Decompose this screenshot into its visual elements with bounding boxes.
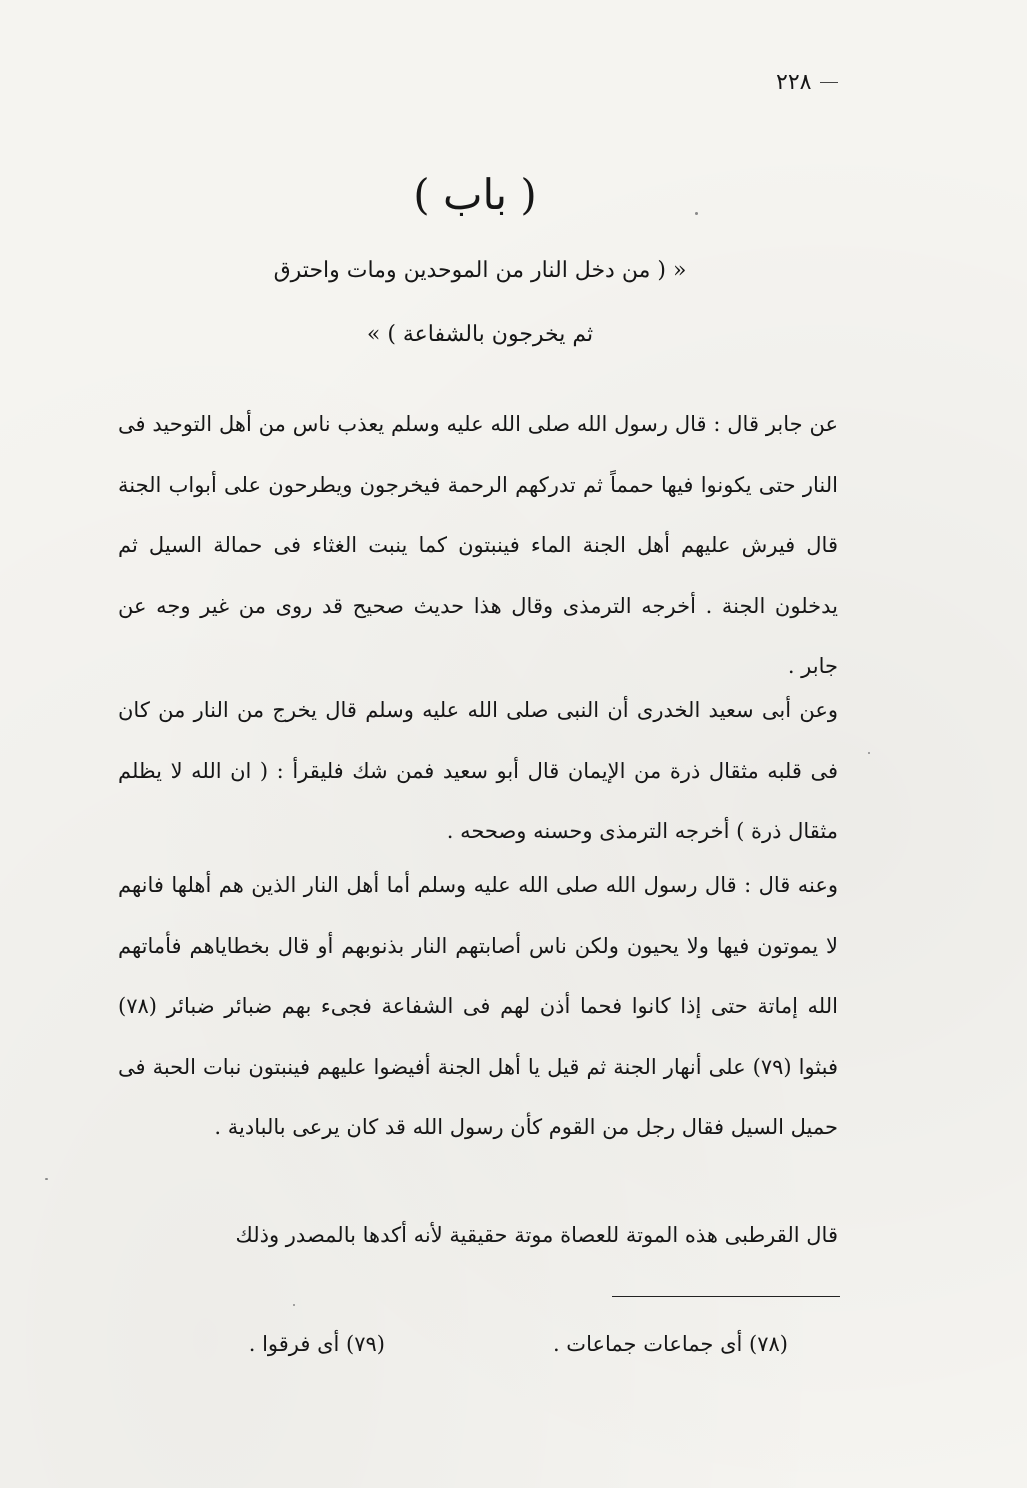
subtitle-line-2: ثم يخرجون بالشفاعة ) »: [366, 322, 594, 347]
paragraph-4: قال القرطبى هذه الموتة للعصاة موتة حقيقية لأنه أكدها بالمصدر وذلك: [235, 1223, 838, 1247]
page-number-dash: [820, 82, 838, 83]
scan-speck: [695, 212, 698, 215]
scan-speck: [45, 1178, 48, 1180]
footnote-79: (٧٩) أى فرقوا .: [248, 1332, 385, 1356]
scan-speck: [868, 752, 870, 754]
subtitle-line-1: « ( من دخل النار من الموحدين ومات واحترق: [273, 258, 687, 283]
footnote-separator: [612, 1296, 840, 1297]
scan-speck: [293, 1304, 295, 1306]
paragraph-3: وعنه قال : قال رسول الله صلى الله عليه وسلم أما أهل النار الذين هم أهلها فانهم لا يموتون فيها ولا يحيون ولكن ناس أصابتهم النار بذنوبهم أو قال بخطاياهم فأماتهم الله إماتة حتى إذا كانوا فحما أذن لهم فى الشفاعة فجىء بهم ضبائر ضبائر (٧٨) فبثوا (٧٩) على أنهار الجنة ثم قيل يا أهل الجنة أفيضوا عليهم فينبتون نبات الحبة فى حميل السيل فقال رجل من القوم كأن رسول الله قد كان يرعى بالبادية .: [118, 873, 839, 1139]
chapter-title: ( باب ): [413, 170, 537, 219]
page-number: ٢٢٨: [776, 70, 812, 95]
footnote-78: (٧٨) أى جماعات جماعات .: [552, 1332, 788, 1356]
paragraph-1: عن جابر قال : قال رسول الله صلى الله عليه وسلم يعذب ناس من أهل التوحيد فى النار حتى يكونوا فيها حمماً ثم تدركهم الرحمة فيخرجون ويطرحون على أبواب الجنة قال فيرش عليهم أهل الجنة الماء فينبتون كما ينبت الغثاء فى حمالة السيل ثم يدخلون الجنة . أخرجه الترمذى وقال هذا حديث صحيح قد روى من غير وجه عن جابر .: [118, 412, 838, 678]
paragraph-2: وعن أبى سعيد الخدرى أن النبى صلى الله عليه وسلم قال يخرج من النار من كان فى قلبه مثقال ذرة من الإيمان قال أبو سعيد فمن شك فليقرأ : ( ان الله لا يظلم مثقال ذرة ) أخرجه الترمذى وحسنه وصححه .: [118, 698, 838, 843]
